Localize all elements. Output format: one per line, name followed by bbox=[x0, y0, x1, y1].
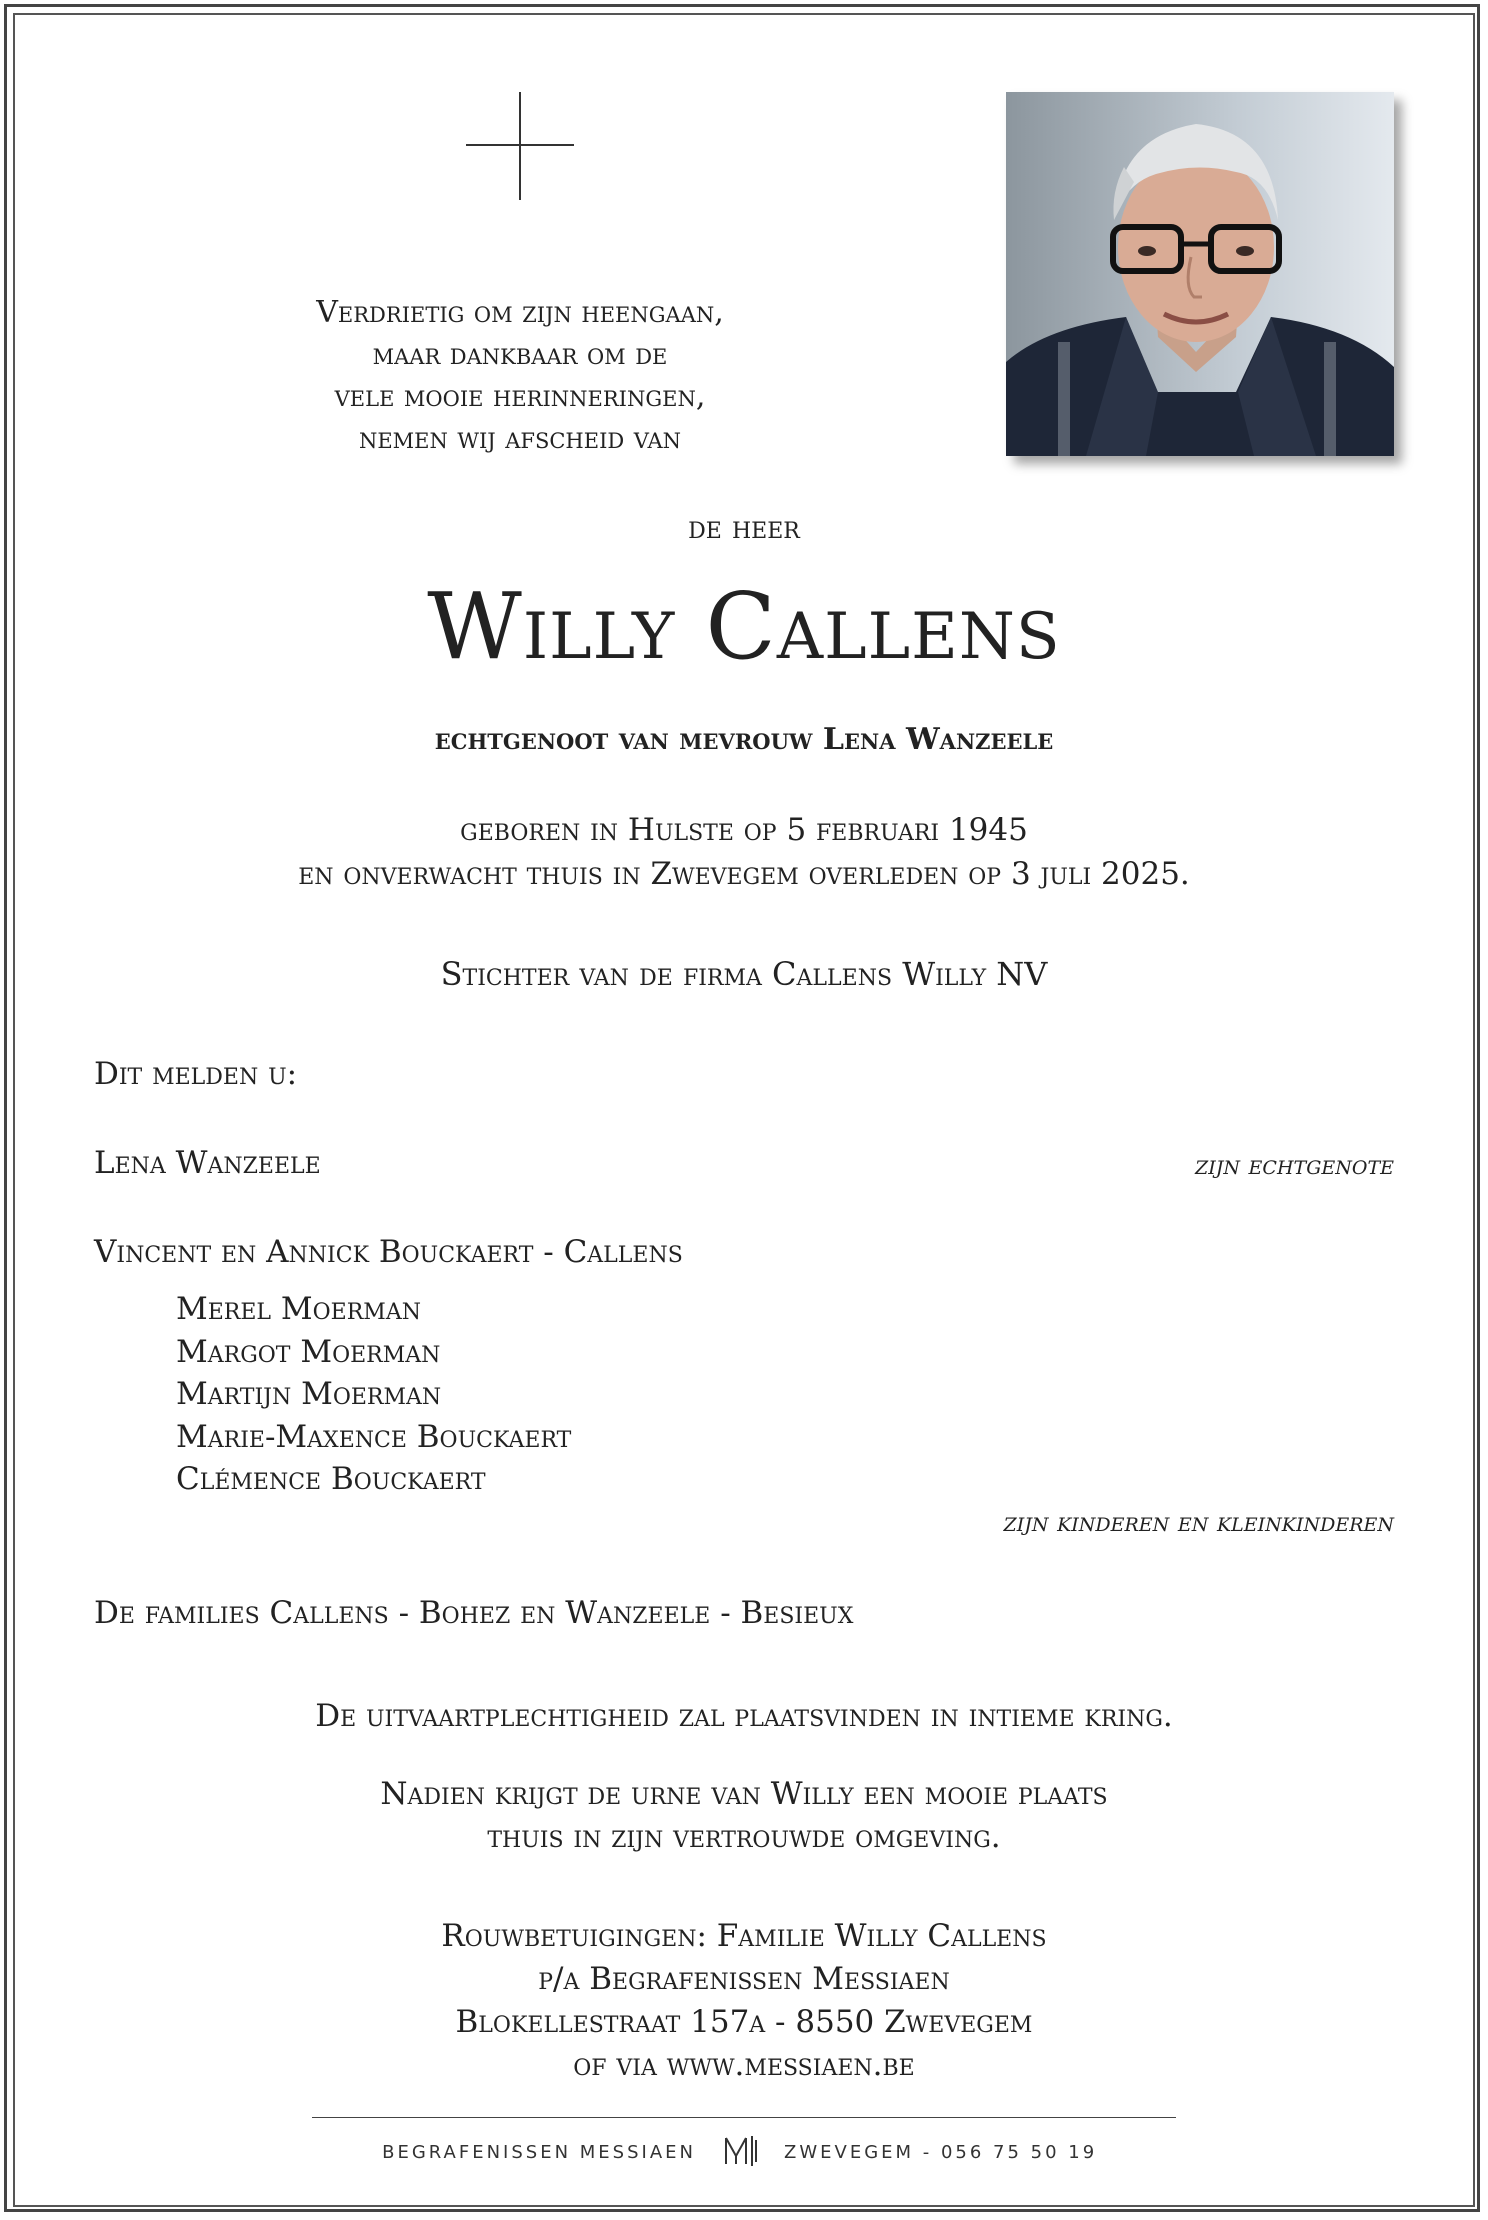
condolences-line: p/a Begrafenissen Messiaen bbox=[538, 1961, 950, 1997]
spouse-role: zijn echtgenote bbox=[1195, 1150, 1394, 1181]
title: de heer bbox=[688, 508, 800, 546]
intro-line: Verdrietig om zijn heengaan, bbox=[316, 295, 724, 330]
condolences-text bbox=[0, 1915, 1488, 2087]
birth-death-text bbox=[0, 808, 1488, 896]
grandchild-name: Margot Moerman bbox=[176, 1333, 441, 1370]
urn-text bbox=[0, 1773, 1488, 1859]
grandchild-name: Marie-Maxence Bouckaert bbox=[176, 1418, 572, 1455]
children-role: zijn kinderen en kleinkinderen bbox=[1003, 1507, 1394, 1538]
cross-icon bbox=[466, 92, 574, 200]
spouse-name: Lena Wanzeele bbox=[94, 1145, 321, 1181]
intro-text bbox=[200, 292, 840, 460]
ceremony-line: De uitvaartplechtigheid zal plaatsvinden in intieme kring. bbox=[315, 1698, 1173, 1734]
urn-line: thuis in zijn vertrouwde omgeving. bbox=[487, 1819, 1001, 1855]
death-line: en onverwacht thuis in Zwevegem overleden op 3 juli 2025. bbox=[298, 856, 1190, 892]
condolences-line: Rouwbetuigingen: Familie Willy Callens bbox=[441, 1918, 1047, 1954]
intro-line: vele mooie herinneringen, bbox=[334, 379, 706, 414]
footer bbox=[0, 2134, 1488, 2170]
footer-contact: ZWEVEGEM - 056 75 50 19 bbox=[784, 2142, 1098, 2163]
urn-line: Nadien krijgt de urne van Willy een mooie plaats bbox=[380, 1776, 1108, 1812]
intro-line: nemen wij afscheid van bbox=[358, 421, 682, 456]
messiaen-logo-icon bbox=[722, 2134, 762, 2168]
grandchildren-list bbox=[176, 1288, 571, 1501]
families-line: De families Callens - Bohez en Wanzeele - Besieux bbox=[94, 1595, 854, 1631]
condolences-line: Blokellestraat 157a - 8550 Zwevegem bbox=[455, 2004, 1033, 2040]
children-line: Vincent en Annick Bouckaert - Callens bbox=[94, 1234, 683, 1270]
condolences-line: of via www.messiaen.be bbox=[573, 2047, 915, 2083]
birth-line: geboren in Hulste op 5 februari 1945 bbox=[460, 812, 1028, 848]
grandchild-name: Merel Moerman bbox=[176, 1291, 421, 1327]
portrait-photo bbox=[1006, 92, 1394, 456]
footer-company: BEGRAFENISSEN MESSIAEN bbox=[382, 2142, 696, 2163]
grandchild-name: Clémence Bouckaert bbox=[176, 1461, 486, 1497]
footer-divider bbox=[312, 2117, 1176, 2118]
announce-heading: Dit melden u: bbox=[94, 1056, 298, 1092]
deceased-name: Willy Callens bbox=[427, 573, 1061, 680]
intro-line: maar dankbaar om de bbox=[372, 337, 668, 372]
spouse-line: echtgenoot van mevrouw Lena Wanzeele bbox=[434, 722, 1054, 757]
founder-line: Stichter van de firma Callens Willy NV bbox=[440, 955, 1048, 993]
grandchild-name: Martijn Moerman bbox=[176, 1376, 442, 1412]
